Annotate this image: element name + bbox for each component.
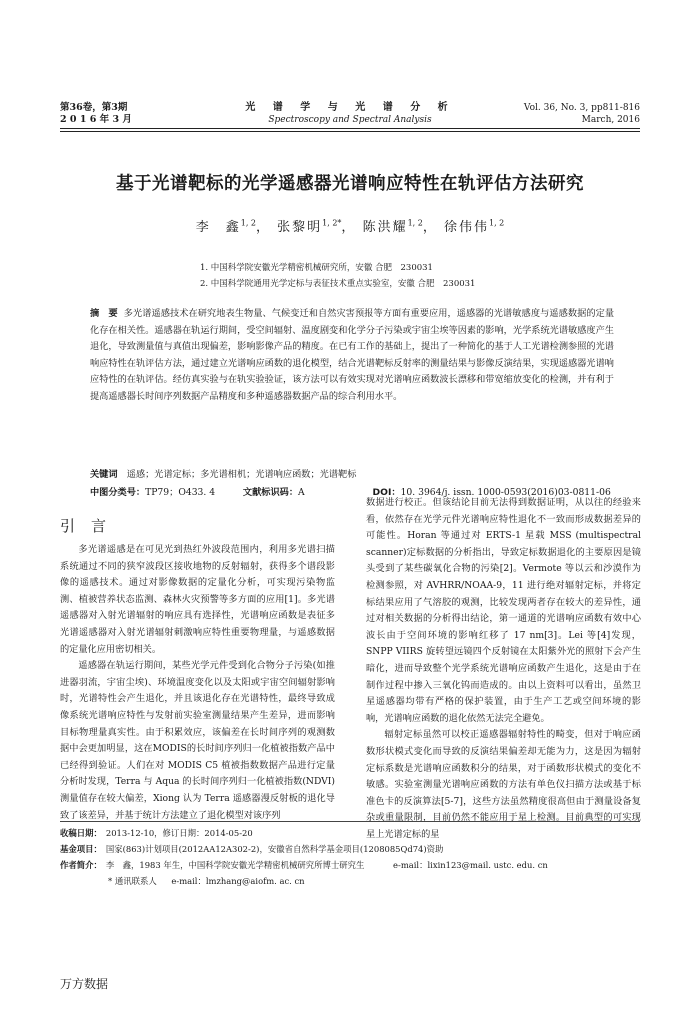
paragraph: 数据进行校正。但该结论目前无法得到数据证明，从以往的经验来看，依然存在光学元件光谱响应特性退化不一致而形成数据差异的可能性。Horan 等通过对 ERTS-1 星载 MSS (multispectral scanner)定标数据的分析指出，导致定标数据退化的主要原因是镜头受到了某些碳氧化合物的污染[2]。Vermote 等以云和沙漠作为检测参照，对 AVHRR/NOAA-9，11 进行绝对辐射定标，并将定标结果应用了气溶胶的观测，比较发现两者存在较大的差异性，通过对相关数据的分析得出结论，第一通道的光谱响应函数有效中心波长由于空间环境的影响红移了 17 nm[3]。Lei 等[4]发现，SNPP VIIRS 旋转望远镜四个反射镜在太阳紫外光的照射下会产生暗化，进而导致整个光学系统光谱响应函数产生退化，这是由于在制作过程中掺入三氧化钨而造成的。由以上资料可以看出，虽然卫星遥感器均带有严格的保护装置，由于生产工艺或空间环境的影响，光谱响应函数的退化依然无法完全避免。	[366, 497, 641, 724]
affiliation-2: 2. 中国科学院通用光学定标与表征技术重点实验室，安徽 合肥 230031	[200, 279, 476, 289]
date-en: March, 2016	[581, 115, 640, 125]
author-name: 陈洪耀	[362, 220, 408, 235]
clc-label: 中图分类号：	[90, 487, 146, 498]
footnote-dates	[60, 826, 650, 840]
corresponding-label: * 通讯联系人	[108, 876, 157, 886]
journal-title-cn: 光 谱 学 与 光 谱 分 析	[245, 102, 455, 113]
footnote-rule	[60, 821, 640, 822]
author-name: 徐伟伟	[443, 220, 489, 235]
body-column-left	[60, 542, 335, 824]
corresponding-email: e-mail：lmzhang@aiofm. ac. cn	[171, 876, 305, 886]
dates-label: 收稿日期：	[60, 828, 102, 838]
footnote-corresponding	[108, 874, 698, 888]
volume-issue: 第36卷，第3期	[60, 102, 128, 113]
footnote-author	[60, 858, 650, 872]
abstract-label: 摘 要	[90, 308, 118, 319]
abstract-text: 多光谱遥感技术在研究地表生物量、气候变迁和自然灾害预报等方面有重要应用，遥感器的光谱敏感度与遥感数据的定量化存在相关性。遥感器在轨运行期间，受空间辐射、温度剧变和化学分子污染或宇宙尘埃等因素的影响，光学系统光谱敏感度产生退化，导致测量值与真值出现偏差，影响影像产品的精度。在已有工作的基础上，提出了一种简化的基于人工光谱检测参照的光谱响应特性在轨评估方法，通过建立光谱响应函数的退化模型，结合光谱靶标反射率的测量结果与影像反演结果，实现遥感器光谱响应特性的在轨评估。经仿真实验与在轨实验验证，该方法可以有效实现对光谱响应函数波长漂移和带宽缩放变化的检测，并有利于提高遥感器长时间序列数据产品精度和多种遥感器数据产品的综合利用水平。	[90, 308, 615, 402]
running-header-right	[524, 102, 640, 126]
section-heading-introduction: 引言	[60, 517, 123, 535]
keywords	[90, 468, 630, 482]
header-rule	[60, 128, 640, 129]
volume-pages: Vol. 36, No. 3, pp811-816	[523, 103, 640, 113]
paragraph: 多光谱遥感是在可见光到热红外波段范围内，利用多光谱扫描系统通过不同的狭窄波段区接收地物的反射辐射，获得多个谱段影像的遥感技术。通过对影像数据的定量化分析，可实现污染物监测、植被营养状态监测、森林火灾预警等多方面的应用[1]。多光谱遥感器对入射光谱辐射的响应具有选择性，光谱响应函数是表征多光谱遥感器对入射光谱辐射刺激响应特性重要物理量，与遥感数据的定量化应用密切相关。	[60, 544, 335, 655]
header-rule-thin	[60, 131, 640, 132]
author-bio-label: 作者简介：	[60, 860, 102, 870]
keywords-label: 关键词	[90, 469, 118, 480]
author-name: 张黎明	[277, 220, 323, 235]
abstract	[90, 306, 614, 406]
fund-label: 基金项目：	[60, 844, 102, 854]
body-column-right	[366, 495, 641, 843]
author-affil-sup: 1, 2	[240, 218, 256, 228]
author-list: 李 鑫$^{1, 2}$， 张黎明$^{1, 2*}$， 陈洪耀$^{1, 2}$， 徐伟伟$^{1, 2}$	[195, 218, 505, 235]
clc-value: TP79；O433. 4	[145, 487, 216, 498]
author-email: e-mail：lixin123@mail. ustc. edu. cn	[393, 860, 548, 870]
paragraph: 遥感器在轨运行期间，某些光学元件受到化合物分子污染(如推进器羽流，宇宙尘埃)、环境温度变化以及太阳或宇宙空间辐射影响时，光谱特性会产生退化，并且该退化存在光谱特性，最终导致成像系统光谱响应特性与发射前实验室测量结果产生差异，进而影响目标物理量真实性。由于积累效应，该偏差在长时间序列的观测数据中会更加明显，这在MODIS的长时间序列归一化植被指数产品中已经得到验证。人们在对 MODIS C5 植被指数数据产品进行定量分析时发现，Terra 与 Aqua 的长时间序列归一化植被指数(NDVI)测量值存在较大偏差，Xiong 认为 Terra 遥感器漫反射板的退化导致了该差异，并基于统计方法建立了退化模型对该序列	[60, 660, 335, 821]
author-affil-sup: 1, 2	[407, 218, 423, 228]
year-month: 2 0 1 6 年 3 月	[60, 114, 132, 125]
fund-text: 国家(863)计划项目(2012AA12A302-2)，安徽省自然科学基金项目(1208085Qd74)资助	[105, 844, 444, 854]
doi-value: 10. 3964/j. issn. 1000-0593(2016)03-0811-06	[400, 487, 611, 498]
journal-title-en: Spectroscopy and Spectral Analysis	[268, 115, 432, 125]
doi-label: DOI：	[372, 487, 401, 498]
doc-code-value: A	[298, 487, 305, 498]
author-bio-text: 李 鑫，1983 年生，中国科学院安徽光学精密机械研究所博士研究生	[105, 860, 365, 870]
author-affil-sup: 1, 2*	[322, 218, 342, 228]
watermark: 万方数据	[60, 977, 109, 991]
dates-text: 2013-12-10，修订日期：2014-05-20	[105, 828, 253, 838]
paragraph: 辐射定标虽然可以校正遥感器辐射特性的畸变，但对于响应函数形状模式变化而导致的反演结果偏差却无能为力，这是因为辐射定标系数是光谱响应函数积分的结果，对于函数形状模式的变化不敏感。实验室测量光谱响应函数的方法有单色仪扫描方法或基于标准色卡的反演算法[5-7]，这些方法虽然精度很高但由于测量设备复杂或重量限制，目前仍然不能应用于星上检测。目前典型的可实现星上光谱定标的星	[366, 729, 641, 840]
affiliation-1: 1. 中国科学院安徽光学精密机械研究所，安徽 合肥 230031	[200, 263, 433, 273]
keywords-text: 遥感；光谱定标；多光谱相机；光谱响应函数；光谱靶标	[126, 469, 357, 480]
paper-title: 基于光谱靶标的光学遥感器光谱响应特性在轨评估方法研究	[116, 174, 584, 194]
footnote-fund	[60, 842, 650, 856]
author-affil-sup: 1, 2	[489, 218, 505, 228]
doc-code-label: 文献标识码：	[242, 487, 299, 498]
author-name: 李 鑫	[195, 220, 241, 235]
